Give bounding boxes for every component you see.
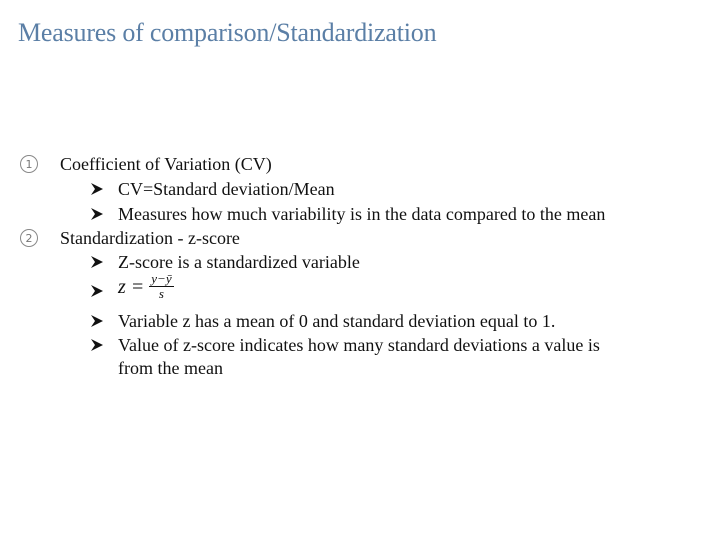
formula-denominator: s [158, 286, 164, 301]
formula-lhs: z = [118, 275, 145, 298]
circled-number-2-icon: 2 [20, 229, 38, 247]
section-heading-cv: Coefficient of Variation (CV) [60, 154, 272, 174]
section-heading-zscore: Standardization - z-score [60, 228, 240, 248]
slide-title: Measures of comparison/Standardization [18, 18, 437, 47]
bullet-zscore-interpretation: Value of z-score indicates how many standard deviations a value is [118, 335, 600, 355]
zscore-formula [118, 272, 174, 301]
bullet-zscore-interpretation-continued: from the mean [118, 358, 223, 378]
circled-number-1-icon: 1 [20, 155, 38, 173]
arrowhead-bullet-icon [90, 338, 104, 352]
arrowhead-bullet-icon [90, 255, 104, 269]
arrowhead-bullet-icon [90, 314, 104, 328]
bullet-zscore-standardized: Z-score is a standardized variable [118, 252, 360, 272]
arrowhead-bullet-icon [90, 207, 104, 221]
arrowhead-bullet-icon [90, 284, 104, 298]
bullet-cv-meaning: Measures how much variability is in the data compared to the mean [118, 204, 606, 224]
bullet-cv-definition: CV=Standard deviation/Mean [118, 179, 335, 199]
formula-numerator: y−ȳ [151, 271, 172, 286]
bullet-zscore-mean-sd: Variable z has a mean of 0 and standard deviation equal to 1. [118, 311, 556, 331]
arrowhead-bullet-icon [90, 182, 104, 196]
